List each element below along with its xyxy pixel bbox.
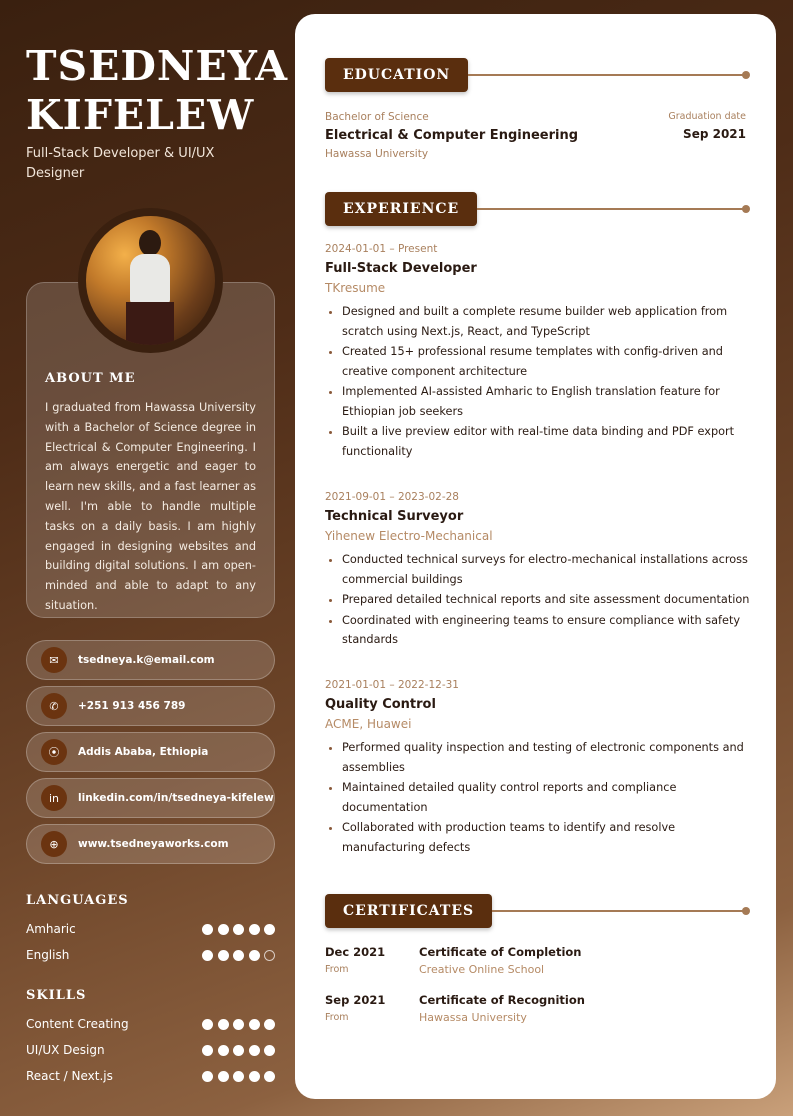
globe-icon: ⊕ (41, 831, 67, 857)
experience-header (325, 192, 746, 226)
rating-dot-filled (233, 924, 244, 935)
header-divider (492, 910, 746, 912)
languages-title: LANGUAGES (26, 893, 129, 908)
graduation-label: Graduation date (668, 111, 746, 122)
rating-dot-filled (249, 1071, 260, 1082)
education-title: EDUCATION (325, 58, 468, 92)
bullet-item: Performed quality inspection and testing of electronic components and assemblies (325, 738, 750, 777)
rating-dots (202, 1019, 275, 1030)
job-title: Full-Stack Developer (325, 261, 477, 276)
job-role: Full-Stack Developer & UI/UX Designer (26, 146, 215, 181)
rating-dot-filled (233, 1071, 244, 1082)
rating-dot-filled (264, 924, 275, 935)
job-title: Quality Control (325, 697, 436, 712)
graduation-date: Sep 2021 (683, 127, 746, 141)
job-bullets (325, 738, 750, 857)
certificates-header (325, 894, 746, 928)
cert-issuer: Creative Online School (419, 963, 545, 976)
location-pin-icon: ⦿ (41, 739, 67, 765)
rating-dot-filled (249, 1019, 260, 1030)
rating-dot-filled (233, 1019, 244, 1030)
education-header (325, 58, 746, 92)
contact-linkedin[interactable] (26, 778, 275, 818)
job-entry (325, 491, 750, 651)
contact-email[interactable] (26, 640, 275, 680)
rating-dots (202, 1045, 275, 1056)
rating-dot-filled (202, 950, 213, 961)
job-title: Technical Surveyor (325, 509, 464, 524)
contact-linkedin-text: linkedin.com/in/tsedneya-kifelew (78, 792, 274, 804)
skills-title: SKILLS (26, 988, 87, 1003)
main-card (295, 14, 776, 1099)
rating-dot-filled (233, 950, 244, 961)
rating-dot-filled (249, 950, 260, 961)
phone-icon: ✆ (41, 693, 67, 719)
cert-date (325, 945, 385, 975)
bullet-item: Prepared detailed technical reports and site assessment documentation (325, 590, 750, 610)
school-name: Hawassa University (325, 148, 429, 160)
rating-dot-filled (264, 1071, 275, 1082)
rating-dot-filled (264, 1045, 275, 1056)
rating-dot-filled (218, 950, 229, 961)
name-line-1: TSEDNEYA (26, 42, 289, 90)
rating-dot-filled (218, 924, 229, 935)
contact-website[interactable] (26, 824, 275, 864)
bullet-item: Built a live preview editor with real-time data binding and PDF export functionality (325, 422, 750, 461)
job-company: Yihenew Electro-Mechanical (325, 529, 493, 543)
skill-label: React / Next.js (26, 1069, 113, 1083)
rating-dot-filled (202, 1071, 213, 1082)
degree-type: Bachelor of Science (325, 111, 429, 123)
cert-date-text: Sep 2021 (325, 993, 386, 1007)
name-line-2: KIFELEW (26, 91, 255, 139)
cert-name: Certificate of Recognition (419, 993, 585, 1007)
rating-dots (202, 924, 275, 935)
skill-label: UI/UX Design (26, 1043, 105, 1057)
contact-location-text: Addis Ababa, Ethiopia (78, 746, 209, 758)
cert-info (419, 993, 585, 1024)
language-label: English (26, 948, 70, 962)
rating-dot-filled (202, 924, 213, 935)
cert-from-label: From (325, 964, 349, 975)
bullet-item: Maintained detailed quality control reports and compliance documentation (325, 778, 750, 817)
language-row (26, 921, 275, 937)
profile-photo-image (86, 216, 215, 345)
bullet-item: Implemented AI-assisted Amharic to English translation feature for Ethiopian job seekers (325, 382, 750, 421)
rating-dot-filled (264, 1019, 275, 1030)
language-row (26, 947, 275, 963)
contact-phone[interactable] (26, 686, 275, 726)
rating-dot-filled (218, 1071, 229, 1082)
cert-from-label: From (325, 1012, 349, 1023)
linkedin-icon: in (41, 785, 67, 811)
rating-dot-filled (202, 1045, 213, 1056)
contact-phone-text: +251 913 456 789 (78, 700, 186, 712)
job-dates: 2021-01-01 – 2022-12-31 (325, 679, 459, 691)
cert-date-text: Dec 2021 (325, 945, 386, 959)
sidebar (0, 0, 295, 1116)
job-bullets (325, 550, 750, 650)
job-dates: 2021-09-01 – 2023-02-28 (325, 491, 459, 503)
job-company: TKresume (325, 281, 386, 295)
job-dates: 2024-01-01 – Present (325, 243, 438, 255)
candidate-name (26, 42, 291, 140)
rating-dot-filled (218, 1019, 229, 1030)
header-divider (468, 74, 746, 76)
cert-issuer: Hawassa University (419, 1011, 527, 1024)
rating-dot-filled (218, 1045, 229, 1056)
rating-dot-filled (202, 1019, 213, 1030)
job-entry (325, 243, 750, 462)
rating-dot-filled (249, 924, 260, 935)
job-company: ACME, Huawei (325, 717, 412, 731)
skill-row (26, 1068, 275, 1084)
rating-dot-filled (249, 1045, 260, 1056)
mail-icon: ✉ (41, 647, 67, 673)
skill-row (26, 1042, 275, 1058)
contact-website-text: www.tsedneyaworks.com (78, 838, 229, 850)
certificates-title: CERTIFICATES (325, 894, 492, 928)
skill-label: Content Creating (26, 1017, 129, 1031)
experience-title: EXPERIENCE (325, 192, 477, 226)
profile-photo (78, 208, 223, 353)
rating-dot-filled (233, 1045, 244, 1056)
bullet-item: Created 15+ professional resume templates with config-driven and creative component architecture (325, 342, 750, 381)
bullet-item: Collaborated with production teams to identify and resolve manufacturing defects (325, 818, 750, 857)
bullet-item: Coordinated with engineering teams to ensure compliance with safety standards (325, 611, 750, 650)
about-text: I graduated from Hawassa University with a Bachelor of Science degree in Electrical & Computer Engineering. I am always energetic and eager to learn new skills, and a fast learner as well. I'm able to handle multiple tasks on a daily basis. I am highly engaged in designing websites and building digital solutions. I am open-minded and able to adapt to any situation. (45, 401, 256, 612)
header-divider (477, 208, 746, 210)
cert-info (419, 945, 581, 976)
job-bullets (325, 302, 750, 461)
rating-dot-empty (264, 950, 275, 961)
skill-row (26, 1016, 275, 1032)
job-entry (325, 679, 750, 858)
rating-dots (202, 1071, 275, 1082)
bullet-item: Conducted technical surveys for electro-mechanical installations across commercial buildings (325, 550, 750, 589)
cert-name: Certificate of Completion (419, 945, 582, 959)
contact-email-text: tsedneya.k@email.com (78, 654, 215, 666)
rating-dots (202, 950, 275, 961)
about-title: ABOUT ME (45, 371, 136, 386)
bullet-item: Designed and built a complete resume builder web application from scratch using Next.js, React, and TypeScript (325, 302, 750, 341)
contact-location (26, 732, 275, 772)
cert-date (325, 993, 385, 1023)
degree-field: Electrical & Computer Engineering (325, 128, 579, 143)
language-label: Amharic (26, 922, 76, 936)
